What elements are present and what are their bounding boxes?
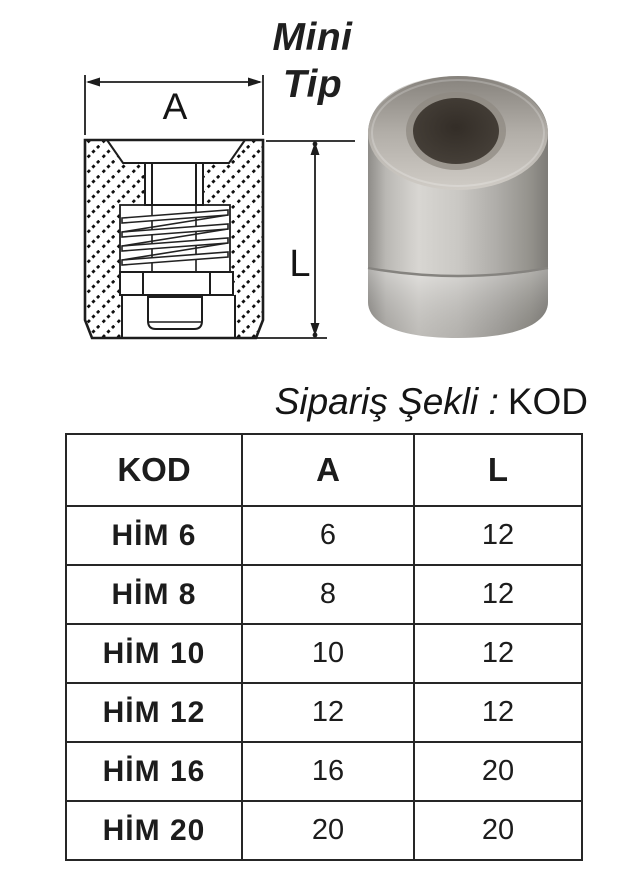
countersink [107, 140, 245, 163]
cell-kod: HİM 8 [66, 565, 242, 624]
cell-l: 12 [414, 624, 582, 683]
table-header-row [66, 434, 582, 506]
table-row [66, 506, 582, 565]
order-format-code: KOD [507, 381, 588, 422]
cell-l: 12 [414, 683, 582, 742]
cell-a: 16 [242, 742, 414, 801]
col-header-a: A [242, 434, 414, 506]
spec-table [65, 433, 583, 861]
cell-l: 12 [414, 565, 582, 624]
table-row [66, 742, 582, 801]
cell-kod: HİM 12 [66, 683, 242, 742]
table-row [66, 801, 582, 860]
spring [122, 210, 228, 265]
table-row [66, 624, 582, 683]
cell-a: 8 [242, 565, 414, 624]
title-line-1: Mini [272, 16, 353, 59]
cell-l: 20 [414, 742, 582, 801]
cell-kod: HİM 16 [66, 742, 242, 801]
cell-a: 12 [242, 683, 414, 742]
photo-hole [413, 98, 499, 164]
cell-l: 20 [414, 801, 582, 860]
cell-l: 12 [414, 506, 582, 565]
col-header-kod: KOD [66, 434, 242, 506]
cell-a: 6 [242, 506, 414, 565]
table-row [66, 565, 582, 624]
cell-a: 20 [242, 801, 414, 860]
order-format-label: Sipariş Şekli : [274, 381, 499, 422]
hatch-left [85, 140, 145, 338]
photo-bottom-band [368, 269, 548, 338]
cell-kod: HİM 20 [66, 801, 242, 860]
technical-drawing [55, 70, 365, 360]
dim-l-label: L [289, 243, 311, 285]
cell-kod: HİM 10 [66, 624, 242, 683]
table-row [66, 683, 582, 742]
dim-a-label: A [162, 86, 188, 127]
col-header-l: L [414, 434, 582, 506]
cell-kod: HİM 6 [66, 506, 242, 565]
cell-a: 10 [242, 624, 414, 683]
order-format-note [275, 381, 588, 423]
title-line-2: Tip [282, 63, 343, 106]
product-photo [358, 70, 558, 345]
